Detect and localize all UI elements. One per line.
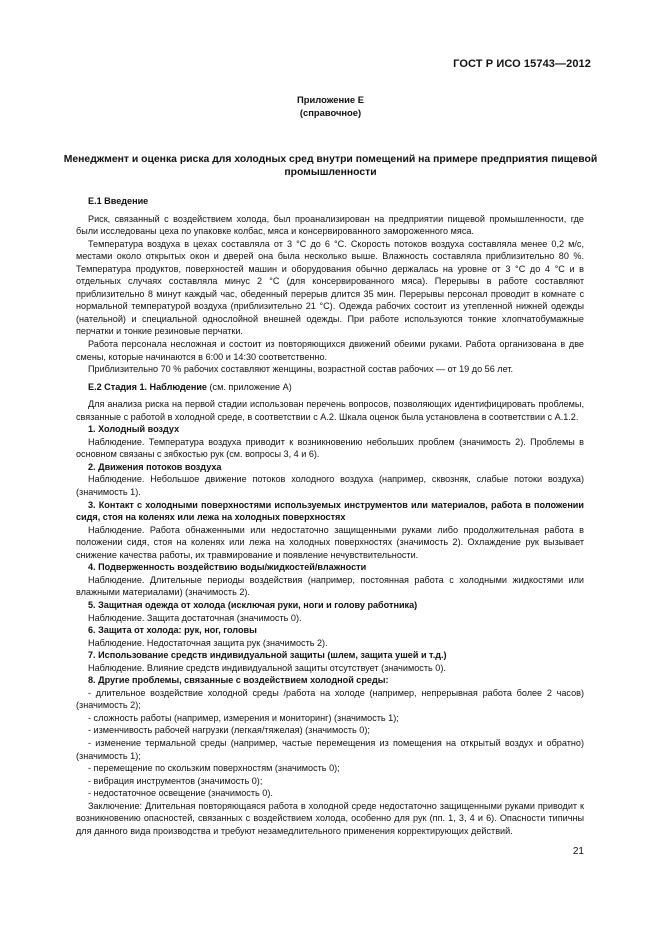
item-text: Наблюдение. Небольшое движение потоков холодного воздуха (например, сквозняк, слабые потоки воздуха) (значимость 1). — [76, 474, 584, 498]
annex-subtitle: (справочное) — [299, 106, 362, 118]
conclusion: Заключение: Длительная повторяющаяся работа в холодной среде недостаточно защищенными руками приводит к возникновению опасностей, связанных с воздействием холода, особенно для рук (пп. 1, 3, 4 и 6). Опасности типичны для данного вида производства и требуют незамедлительного применения корректирующих действий. — [76, 800, 584, 836]
item-text: Наблюдение. Температура воздуха приводит к возникновению небольших проблем (значимость 2). Проблемы в основном связаны с зябкостью рук (см. вопросы 3, 4 и 6). — [76, 436, 584, 460]
item-text: Наблюдение. Недостаточная защита рук (значимость 2). — [88, 637, 328, 648]
item-title: 3. Контакт с холодными поверхностями используемых инструментов или материалов, работа в положении сидя, стоя на коленях или лежа на холодных поверхностях — [76, 499, 584, 523]
item-text: Наблюдение. Влияние средств индивидуальной защиты отсутствует (значимость 0). — [88, 662, 446, 673]
item-title: 5. Защитная одежда от холода (исключая руки, ноги и голову работника) — [88, 599, 418, 610]
item-title: 8. Другие проблемы, связанные с воздействием холодной среды: — [88, 675, 389, 686]
page-number: 21 — [572, 846, 584, 857]
bullet-item: - недостаточное освещение (значимость 0). — [88, 788, 273, 799]
paragraph: Приблизительно 70 % рабочих составляют женщины, возрастной состав рабочих — от 19 до 56 лет. — [88, 364, 514, 375]
section-e2-heading-ref: (см. приложение А) — [206, 381, 292, 392]
item-title: 7. Использование средств индивидуальной защиты (шлем, защита ушей и т.д.) — [88, 650, 447, 661]
bullet-item: - перемещение по скользким поверхностям (значимость 0); — [88, 763, 340, 774]
bullet-item: - изменение термальной среды (например, частые перемещения из помещения на открытый воздух и обратно) (значимость 1); — [76, 737, 584, 761]
section-e1-heading: Е.1 Введение — [88, 196, 149, 206]
item-title: 1. Холодный воздух — [88, 424, 180, 435]
item-title: 4. Подверженность воздействию воды/жидкостей/влажности — [88, 562, 367, 573]
item-text: Наблюдение. Работа обнаженными или недостаточно защищенными руками либо продолжительная работа в положении сидя, стоя на коленях или лежа на холодных поверхностях (значимость 2). Охлаждение рук вызывает снижение качества работы, их травмирование и появление нечувствительности. — [76, 524, 584, 560]
item-text: Наблюдение. Длительные периоды воздействия (например, постоянная работа с холодными жидкостями или влажными материалами) (значимость 2). — [76, 574, 584, 598]
annex-title: Приложение Е — [297, 94, 364, 105]
document-body — [76, 195, 584, 837]
section-e2-heading — [76, 381, 584, 394]
document-title: Менеджмент и оценка риска для холодных сред внутри помещений на примере предприятия пищевой промышленности — [63, 154, 598, 178]
item-title: 6. Защита от холода: рук, ног, головы — [88, 625, 257, 636]
section-e2-heading-bold: Е.2 Стадия 1. Наблюдение — [88, 381, 207, 392]
item-title: 2. Движения потоков воздуха — [88, 461, 222, 472]
paragraph: Работа персонала несложная и состоит из повторяющихся движений обеими руками. Работа организована в две смены, которые начинаются в 6:00 и 14:30 соответственно. — [76, 339, 584, 362]
paragraph: Риск, связанный с воздействием холода, был проанализирован на предприятии пищевой промышленности, где были исследованы цеха по упаковке колбас, мяса и консервированного замороженного мяса. — [76, 213, 584, 237]
bullet-item: - вибрация инструментов (значимость 0); — [88, 775, 263, 786]
standard-number: ГОСТ Р ИСО 15743—2012 — [453, 58, 591, 70]
paragraph: Для анализа риска на первой стадии использован перечень вопросов, позволяющих идентифицировать проблемы, связанные с работой в холодной среде, в соответствии с А.2. Шкала оценок была установлена в соответствии с А.1.2. — [76, 399, 584, 422]
item-text: Наблюдение. Защита достаточная (значимость 0). — [88, 612, 302, 623]
bullet-item: - изменчивость рабочей нагрузки (легкая/тяжелая) (значимость 0); — [88, 725, 370, 736]
paragraph: Температура воздуха в цехах составляла от 3 °С до 6 °С. Скорость потоков воздуха составляла менее 0,2 м/с, местами около открытых окон и дверей она была несколько выше. Влажность составляла приблизительно 80 %. Температура продуктов, поверхностей машин и оборудования обычно держалась на уровне от 3 °С до 4 °С и в отдельных случаях составляла минус 2 °С (для консервированного мяса). Перерывы в работе составляют приблизительно 8 минут каждый час, обеденный перерыв длится 35 мин. Перерывы персонал проводит в комнате с нормальной температурой воздуха (приблизительно 21 °С). Одежда рабочих состоит из утепленной нижней одежды (нательной) и специальной однослойной внешней одежды. При работе используются тонкие хлопчатобумажные перчатки и тонкие резиновые перчатки. — [76, 238, 584, 337]
bullet-item: - длительное воздействие холодной среды /работа на холоде (например, непрерывная работа более 2 часов) (значимость 2); — [76, 687, 584, 711]
annex-heading — [0, 94, 661, 119]
bullet-item: - сложность работы (например, измерения и мониторинг) (значимость 1); — [88, 712, 399, 723]
